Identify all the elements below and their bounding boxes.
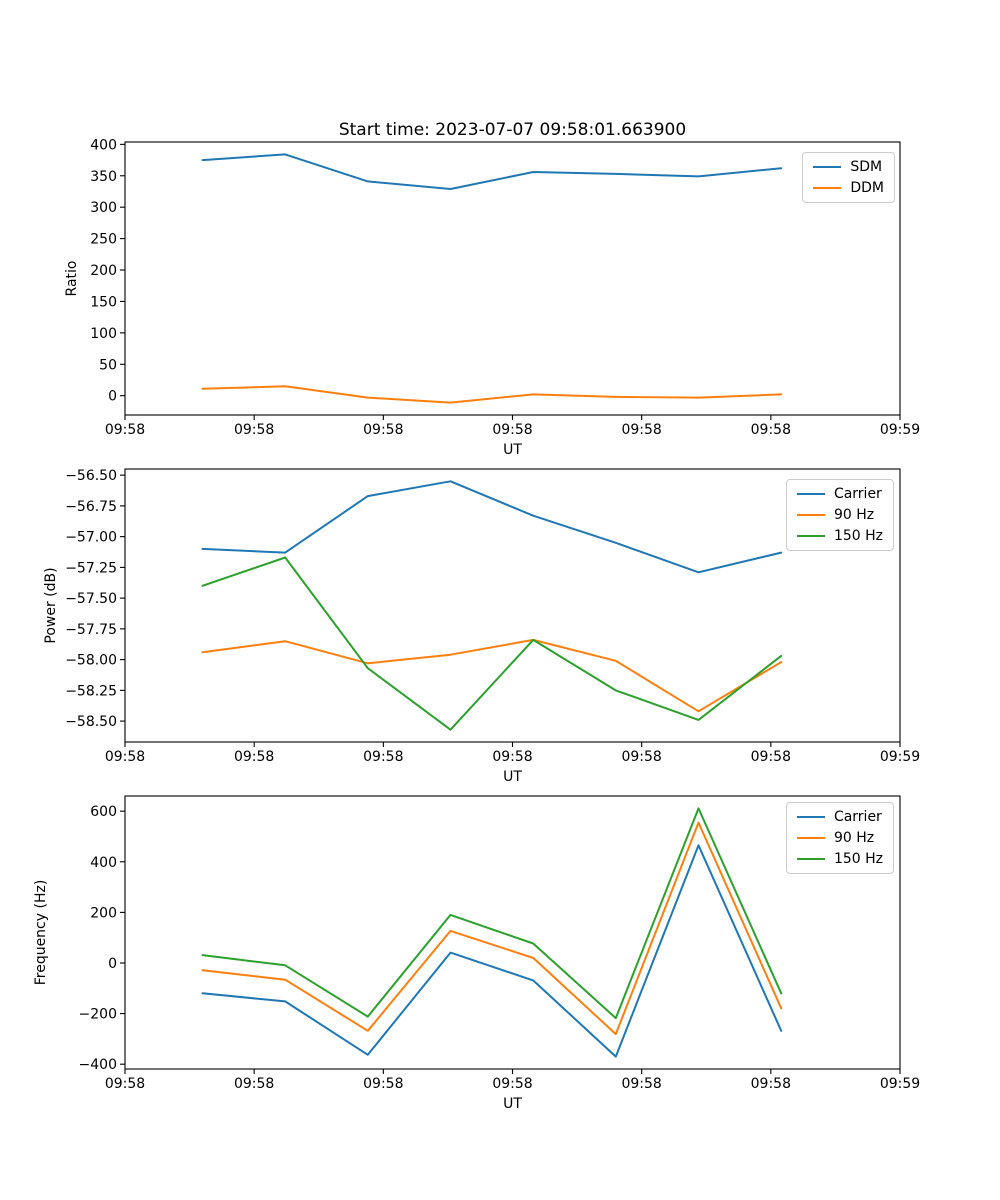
x-tick-label: 09:59	[879, 1076, 921, 1092]
x-tick-label: 09:58	[363, 1076, 404, 1092]
legend-item-carrier	[797, 487, 883, 501]
x-tick-label: 09:58	[104, 1076, 146, 1092]
x-tick-label: 09:58	[492, 422, 533, 438]
legend-item-150-hz	[797, 852, 883, 866]
legend-label-carrier: Carrier	[833, 809, 882, 825]
chart-ratio	[64, 137, 920, 458]
legend-item-ddm	[813, 181, 884, 195]
x-axis-label-ratio: UT	[503, 442, 522, 458]
axes-frame-power	[125, 469, 900, 742]
x-tick-label: 09:58	[492, 1076, 533, 1092]
series-line-sdm	[203, 154, 782, 189]
y-tick-label: −57.00	[65, 529, 117, 546]
x-tick-label: 09:58	[104, 749, 146, 765]
x-tick-label: 09:58	[363, 749, 404, 765]
y-tick-label: 400	[90, 137, 117, 154]
x-tick-label: 09:58	[363, 422, 404, 438]
y-tick-label: 0	[108, 388, 117, 405]
y-tick-label: −400	[78, 1057, 117, 1074]
y-axis-label-power: Power (dB)	[43, 567, 59, 644]
legend-item-90-hz	[797, 831, 883, 845]
y-axis-label-frequency: Frequency (Hz)	[33, 879, 49, 986]
y-tick-label: 100	[90, 325, 117, 342]
x-tick-label: 09:58	[621, 749, 662, 765]
legend-ratio	[802, 152, 895, 203]
x-tick-label: 09:58	[104, 422, 146, 438]
series-line-90-hz	[203, 640, 782, 711]
axes-frame-ratio	[125, 142, 900, 415]
legend-label-ddm: DDM	[850, 180, 884, 196]
legend-item-sdm	[813, 160, 884, 174]
y-tick-label: −56.50	[65, 468, 117, 485]
y-tick-label: −58.00	[65, 652, 117, 669]
y-tick-label: −57.75	[65, 621, 117, 638]
y-tick-label: −200	[78, 1006, 117, 1023]
y-tick-label: 400	[90, 854, 117, 871]
legend-line-swatch-150-hz	[797, 858, 825, 860]
axes-frame-frequency	[125, 796, 900, 1069]
x-tick-label: 09:58	[233, 749, 275, 765]
x-tick-label: 09:58	[492, 749, 533, 765]
y-tick-label: −56.75	[65, 498, 117, 515]
legend-label-90-hz: 90 Hz	[833, 830, 875, 846]
x-tick-label: 09:58	[750, 1076, 792, 1092]
legend-label-carrier: Carrier	[833, 486, 882, 502]
y-tick-label: 250	[90, 231, 117, 248]
x-axis-label-frequency: UT	[503, 1096, 522, 1112]
series-line-150-hz	[203, 808, 782, 1018]
legend-power	[786, 479, 894, 551]
legend-line-swatch-carrier	[797, 493, 825, 495]
legend-item-90-hz	[797, 508, 883, 522]
y-tick-label: 150	[90, 294, 117, 311]
legend-line-swatch-150-hz	[797, 535, 825, 537]
legend-line-swatch-carrier	[797, 816, 825, 818]
legend-item-150-hz	[797, 529, 883, 543]
x-tick-label: 09:58	[750, 422, 792, 438]
x-tick-label: 09:58	[233, 1076, 275, 1092]
x-tick-label: 09:58	[750, 749, 792, 765]
y-tick-label: −57.50	[65, 591, 117, 608]
y-tick-label: −58.25	[65, 683, 117, 700]
legend-frequency	[786, 802, 894, 874]
x-tick-label: 09:58	[621, 422, 662, 438]
legend-label-150-hz: 150 Hz	[833, 851, 883, 867]
legend-label-150-hz: 150 Hz	[833, 528, 883, 544]
x-axis-label-power: UT	[503, 769, 522, 785]
y-tick-label: 200	[90, 905, 117, 922]
series-line-ddm	[203, 386, 782, 402]
y-axis-label-ratio: Ratio	[64, 260, 80, 297]
x-tick-label: 09:58	[233, 422, 275, 438]
series-line-carrier	[203, 845, 782, 1056]
legend-line-swatch-90-hz	[797, 514, 825, 516]
series-line-150-hz	[203, 558, 782, 730]
legend-line-swatch-90-hz	[797, 837, 825, 839]
y-tick-label: 200	[90, 263, 117, 280]
x-tick-label: 09:59	[879, 749, 921, 765]
legend-label-sdm: SDM	[850, 159, 883, 175]
series-line-carrier	[203, 481, 782, 572]
y-tick-label: 600	[90, 804, 117, 821]
x-tick-label: 09:58	[621, 1076, 662, 1092]
figure-title: Start time: 2023-07-07 09:58:01.663900	[338, 120, 687, 140]
x-tick-label: 09:59	[879, 422, 921, 438]
legend-line-swatch-sdm	[813, 166, 841, 168]
y-tick-label: −58.50	[65, 714, 117, 731]
y-tick-label: 300	[90, 200, 117, 217]
y-tick-label: 0	[108, 955, 117, 972]
legend-line-swatch-ddm	[813, 187, 841, 189]
y-tick-label: 50	[99, 357, 117, 374]
y-tick-label: −57.25	[65, 560, 117, 577]
legend-label-90-hz: 90 Hz	[833, 507, 875, 523]
y-tick-label: 350	[90, 168, 117, 185]
legend-item-carrier	[797, 810, 883, 824]
